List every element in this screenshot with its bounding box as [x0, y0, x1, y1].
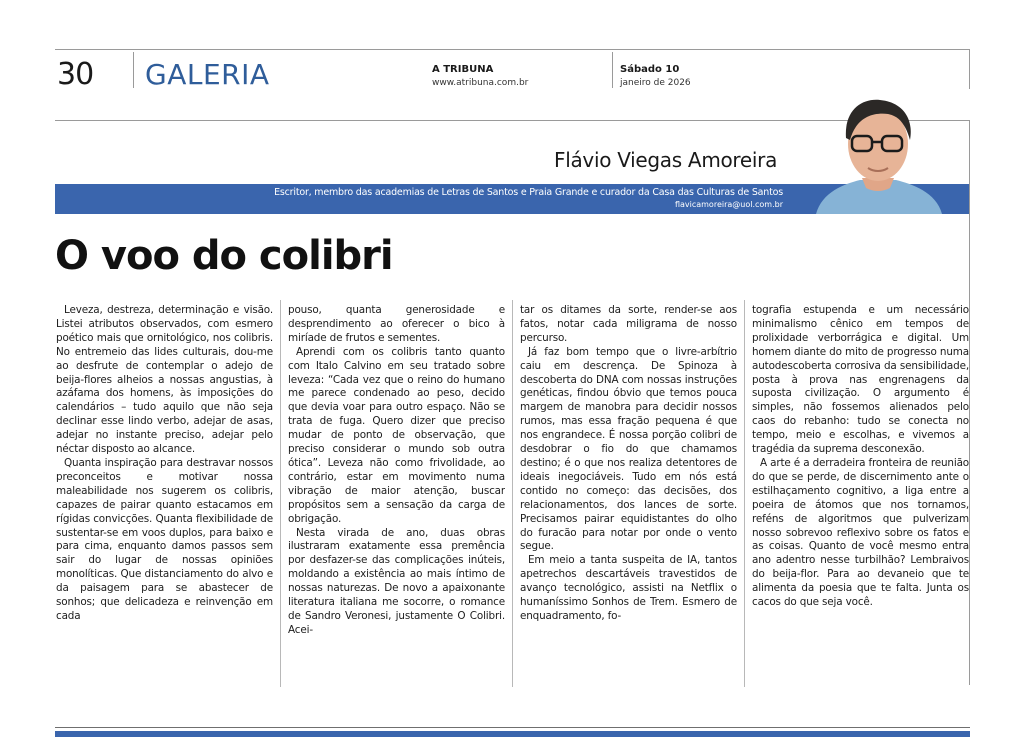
header-top-rule [55, 49, 970, 50]
article-paragraph: A arte é a derradeira fronteira de reunião do que se perde, de discernimento ante o estilhaçamento cognitivo, a liga entre a poeira de átomos que nos tornamos, reféns de algoritmos que pulverizam nosso sobrevoo reflexivo sobre os fatos e as coisas. Quanto de você mesmo entra ano adentro nesse turbilhão? Lembraivos do beija-flor. Para ao devaneio que te alimenta da poesia que te falta. Junta os cacos do que seja você. [752, 456, 969, 609]
article-column-2 [288, 304, 505, 685]
header-divider [612, 52, 613, 88]
publication-name: A TRIBUNA [432, 64, 494, 75]
article-paragraph: Leveza, destreza, determinação e visão. Listei atributos observados, com esmero poético mais que ornitológico, nos colibris. No entremeio das lides culturais, dou-me ao desfrute de contemplar o adejo de beija-flores alheios a nossas angustias, à azáfama dos homens, às imposições do calendários – tudo aquilo que não seja declinar esse lindo verbo, adejar de asas, adejar no instante preciso, adejar pelo néctar disposto ao alcance. [56, 304, 273, 456]
article-column-4 [752, 304, 969, 685]
article-column-3 [520, 304, 737, 685]
columnist-description: Escritor, membro das academias de Letras de Santos e Praia Grande e curador da Casa das Culturas de Santos [274, 187, 783, 198]
page-right-rule [969, 120, 970, 685]
column-divider [744, 300, 745, 687]
article-paragraph: Já faz bom tempo que o livre-arbítrio caiu em descrença. De Spinoza à descoberta do DNA com nossas instruções genéticas, findou óbvio que temos pouca margem de manobra para decidir nossos rumos, mas essa fração pequena é que nos engrandece. É nossa porção colibri de desdobrar o fio do que chamamos destino; é o que nos realiza detentores de ideais inegociáveis. Tudo em nós está contido no começo: das decisões, dos relacionamentos, dos lances de sorte. Precisamos pairar equidistantes do olho do furacão para notar por onde o vento segue. [520, 345, 737, 553]
page-number: 30 [57, 57, 94, 92]
column-divider [280, 300, 281, 687]
section-title: GALERIA [145, 58, 270, 91]
article-headline: O voo do colibri [55, 233, 393, 279]
article-paragraph: Em meio a tanta suspeita de IA, tantos apetrechos descartáveis travestidos de avanço tecnológico, assisti na Netflix o humaníssimo Sonhos de Trem. Esmero de enquadramento, fo- [520, 554, 737, 622]
article-paragraph: pouso, quanta generosidade e desprendimento ao oferecer o bico à miríade de frutos e sementes. [288, 304, 505, 344]
column-divider [512, 300, 513, 687]
article-paragraph: tar os ditames da sorte, render-se aos fatos, notar cada miligrama de nosso percurso. [520, 304, 737, 344]
article-paragraph: Quanta inspiração para destravar nossos preconceitos e motivar nossa maleabilidade nos sugerem os colibris, capazes de pairar quanto estacamos em rígidas convicções. Quanta flexibilidade de sustentar-se em voos duplos, para baixo e para cima, enquanto damos passos sem sair do lugar de nossas opiniões monolíticas. Que distanciamento do alvo e da paisagem para se abastecer de sonhos; que delicadeza e reinvenção em cada [56, 456, 273, 622]
issue-month: janeiro de 2026 [620, 78, 691, 88]
columnist-photo [808, 92, 948, 214]
article-paragraph: tografia estupenda e um necessário minimalismo cênico em tempos de prolixidade verborrágica e digital. Um homem diante do mito de progresso numa autodescoberta corrosiva da sensibilidade, posta à prova nas engrenagens da suposta civilização. O argumento é simples, não fossemos alienados pelo caos do rebanho: tudo se conecta no tempo, meio e escolhas, e vivemos a tragédia da suprema desconexão. [752, 304, 969, 456]
page-bottom-rule [55, 727, 970, 728]
columnist-name: Flávio Viegas Amoreira [554, 148, 778, 172]
page-bottom-bar [55, 731, 970, 737]
issue-day: Sábado 10 [620, 64, 680, 75]
article-paragraph: Aprendi com os colibris tanto quanto com Italo Calvino em seu tratado sobre leveza: “Cada vez que o reino do humano me parece condenado ao peso, decido que devia voar para outro espaço. Não se trata de fuga. Quero dizer que preciso mudar de ponto de observação, que preciso considerar o mundo sob outra ótica”. Leveza não como frivolidade, ao contrário, estar em movimento numa vibração de maior atenção, buscar propósitos sem a sensação da carga de obrigação. [288, 345, 505, 525]
header-divider [969, 49, 970, 89]
columnist-email: flavicamoreira@uol.com.br [674, 200, 783, 209]
publication-url: www.atribuna.com.br [432, 78, 529, 88]
header-divider [133, 52, 134, 88]
article-column-1 [56, 304, 273, 685]
article-paragraph: Nesta virada de ano, duas obras ilustraram exatamente essa premência por desfazer-se das complicações inúteis, moldando a existência ao mais íntimo de nossas naturezas. De novo a apaixonante literatura italiana me socorre, o romance de Sandro Veronesi, justamente O Colibri. Acei- [288, 526, 505, 636]
